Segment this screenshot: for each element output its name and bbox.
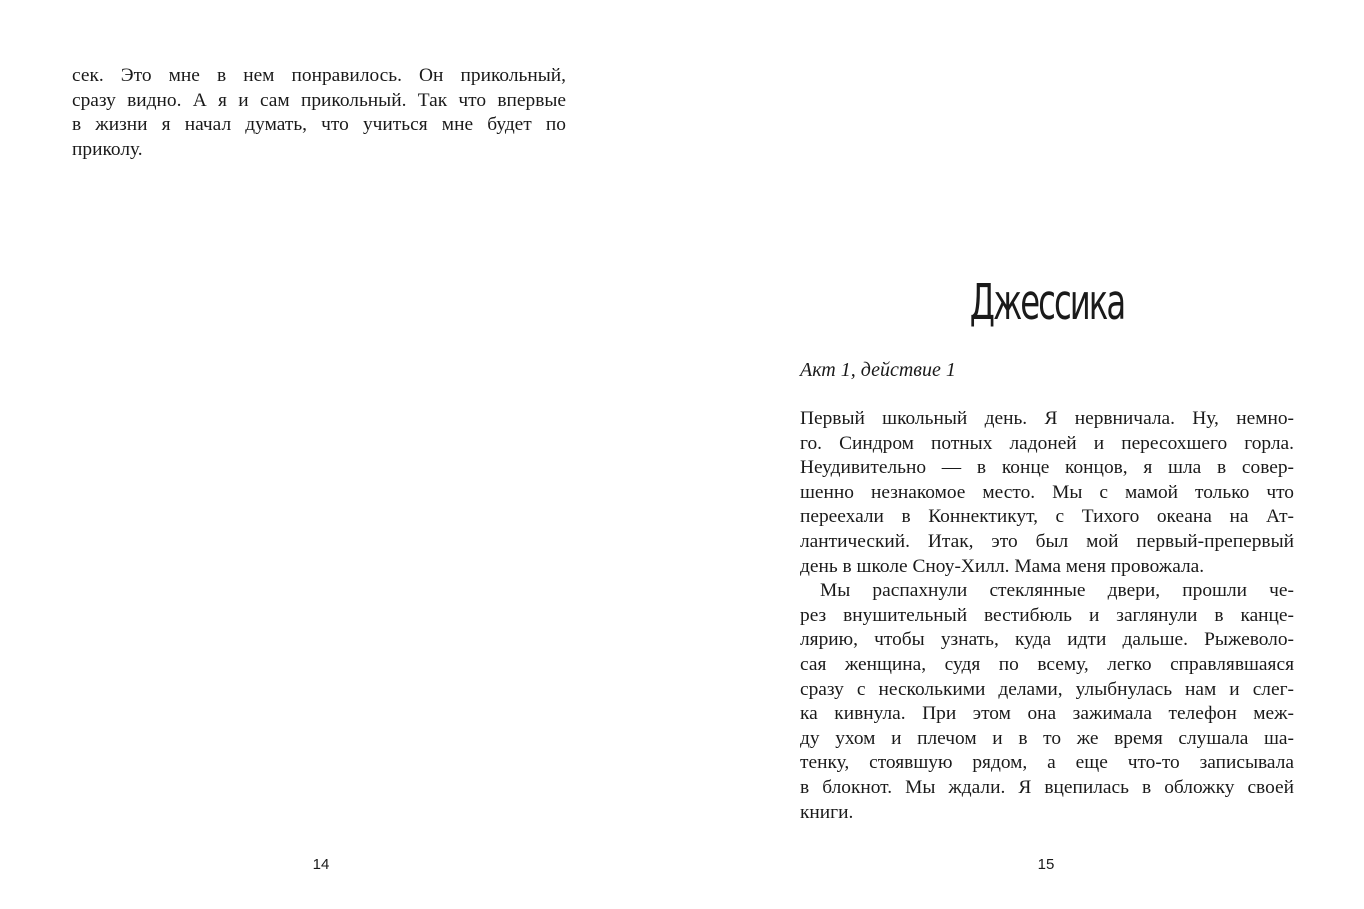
text-line: ду ухом и плечом и в то же время слушала ша- (800, 727, 1294, 749)
text-line: сразу с несколькими делами, улыбнулась нам и слег- (800, 678, 1294, 700)
text-line: Первый школьный день. Я нервничала. Ну, немно- (800, 408, 1294, 429)
text-line: книги. (800, 801, 854, 823)
text-line: тенку, стоявшую рядом, а еще что-то записывала (800, 752, 1294, 774)
left-page-text (72, 64, 566, 162)
text-line: в жизни я начал думать, что учиться мне будет по (72, 114, 566, 136)
text-line: сая женщина, судя по всему, легко справлявшаяся (800, 653, 1294, 675)
right-page (682, 0, 1364, 909)
text-line: лантический. Итак, это был мой первый-препервый (800, 530, 1294, 552)
text-line: день в школе Сноу-Хилл. Мама меня провожала. (800, 555, 1205, 577)
text-line: шенно незнакомое место. Мы с мамой только что (800, 481, 1294, 503)
text-line: сразу видно. А я и сам прикольный. Так что впервые (72, 89, 566, 111)
act-heading: Акт 1, действие 1 (800, 359, 956, 381)
text-line: лярию, чтобы узнать, куда идти дальше. Рыжеволо- (800, 629, 1294, 651)
text-line: го. Синдром потных ладоней и пересохшего горла. (800, 432, 1294, 454)
text-line: ка кивнула. При этом она зажимала телефон меж- (800, 703, 1294, 725)
text-line: Мы распахнули стеклянные двери, прошли че- (820, 580, 1294, 602)
text-line: сек. Это мне в нем понравилось. Он прикольный, (72, 65, 566, 86)
text-line: рез внушительный вестибюль и заглянули в канце- (800, 604, 1294, 626)
text-line: приколу. (72, 138, 143, 160)
page-number: 15 (1037, 856, 1055, 873)
text-line: в блокнот. Мы ждали. Я вцепилась в обложку своей (800, 776, 1294, 798)
text-line: переехали в Коннектикут, с Тихого океана на Ат- (800, 506, 1294, 528)
right-page-text (800, 407, 1294, 825)
chapter-title: Джессика (969, 274, 1125, 331)
page-number: 14 (312, 856, 330, 873)
text-line: Неудивительно — в конце концов, я шла в совер- (800, 457, 1294, 479)
